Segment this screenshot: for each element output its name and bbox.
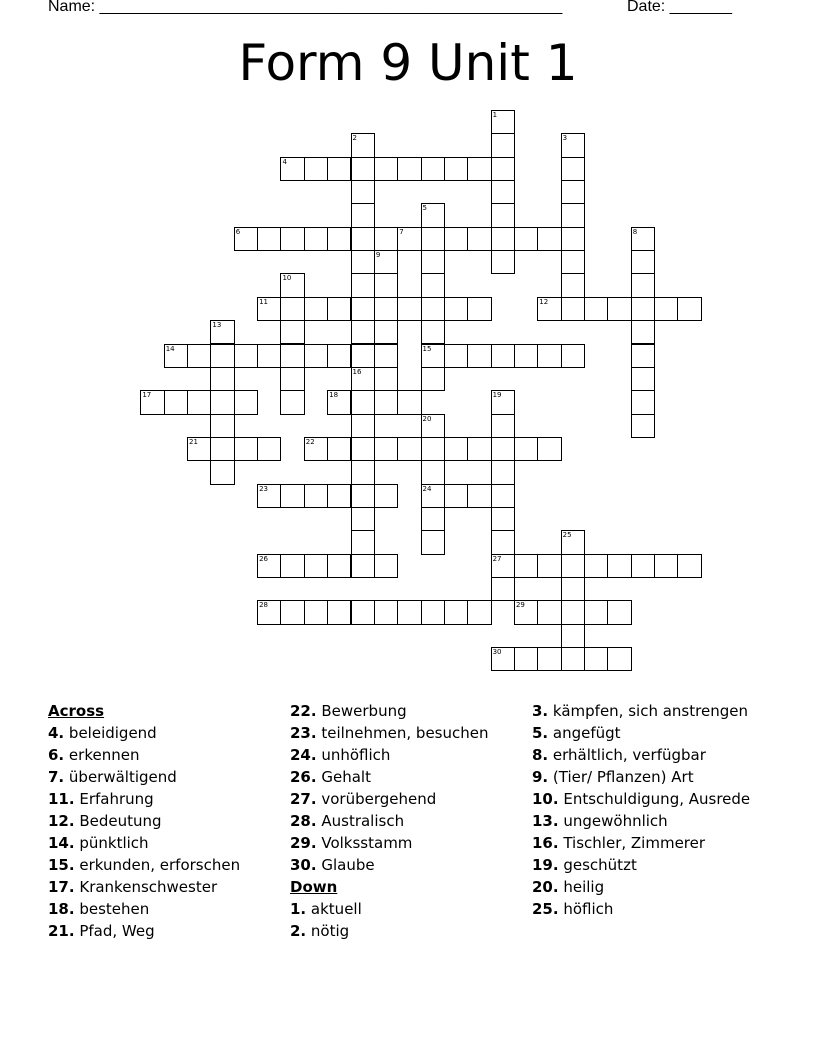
clue-number: 15 [422,344,432,353]
clue-item-number: 29. [290,834,317,852]
clue-column-1 [48,700,288,942]
grid-cell[interactable] [327,227,351,251]
grid-cell[interactable] [561,624,585,648]
grid-cell[interactable] [491,507,515,531]
grid-cell[interactable] [677,297,701,321]
clue-number: 6 [235,227,241,236]
grid-cell[interactable] [561,554,585,578]
grid-cell[interactable] [584,297,608,321]
grid-cell[interactable] [584,554,608,578]
grid-cell[interactable] [607,554,631,578]
grid-cell[interactable] [257,227,281,251]
grid-cell[interactable] [210,460,234,484]
grid-cell[interactable] [351,344,375,368]
grid-cell[interactable] [374,390,398,414]
clue-number: 9 [375,251,381,260]
grid-cell[interactable] [397,437,421,461]
grid-cell[interactable] [304,344,328,368]
clue-item-number: 25. [532,900,559,918]
clue-item [532,700,782,722]
clue-number: 8 [632,227,638,236]
grid-cell[interactable] [351,414,375,438]
clue-item [48,744,288,766]
clue-column-3 [532,700,782,920]
clue-item-text: bestehen [79,900,150,918]
grid-cell[interactable] [654,554,678,578]
grid-cell[interactable] [280,554,304,578]
clue-number: 13 [212,321,222,330]
grid-cell[interactable] [514,227,538,251]
grid-cell[interactable] [210,344,234,368]
clue-item-number: 12. [48,812,75,830]
clue-item-number: 24. [290,746,317,764]
clue-item [532,832,782,854]
grid-cell[interactable] [327,437,351,461]
grid-cell[interactable] [351,273,375,297]
clue-item-text: Erfahrung [79,790,154,808]
grid-cell[interactable] [304,227,328,251]
grid-cell[interactable] [537,600,561,624]
clue-item [290,700,530,722]
clue-item-number: 6. [48,746,65,764]
grid-cell[interactable] [631,390,655,414]
grid-cell[interactable] [374,484,398,508]
grid-cell[interactable] [351,390,375,414]
grid-cell[interactable] [374,600,398,624]
clue-item [290,766,530,788]
grid-cell[interactable] [467,437,491,461]
grid-cell[interactable] [421,437,445,461]
grid-cell[interactable] [374,157,398,181]
grid-cell[interactable] [280,600,304,624]
clue-item-number: 23. [290,724,317,742]
clue-item-text: beleidigend [68,724,157,742]
grid-cell[interactable] [561,227,585,251]
clue-number: 17 [142,391,152,400]
grid-cell[interactable] [397,390,421,414]
clue-section-heading: Down [290,878,338,896]
grid-cell[interactable] [397,297,421,321]
clue-item-number: 16. [532,834,559,852]
grid-cell[interactable] [561,273,585,297]
clue-item-text: erkennen [68,746,140,764]
clue-item [290,810,530,832]
clue-column-2 [290,700,530,942]
clue-item-text: (Tier/ Pflanzen) Art [552,768,694,786]
grid-cell[interactable] [444,227,468,251]
grid-cell[interactable] [351,437,375,461]
grid-cell[interactable] [561,180,585,204]
grid-cell[interactable] [561,647,585,671]
grid-cell[interactable] [491,484,515,508]
grid-cell[interactable] [491,157,515,181]
grid-cell[interactable] [561,344,585,368]
clue-number: 27 [492,554,502,563]
grid-cell[interactable] [351,484,375,508]
grid-cell[interactable] [351,250,375,274]
grid-cell[interactable] [421,460,445,484]
grid-cell[interactable] [280,367,304,391]
clue-item-text: Bedeutung [79,812,162,830]
clue-item-number: 4. [48,724,65,742]
grid-cell[interactable] [351,554,375,578]
grid-cell[interactable] [421,297,445,321]
grid-cell[interactable] [491,133,515,157]
clue-item-text: angefügt [552,724,621,742]
grid-cell[interactable] [327,297,351,321]
clue-item [532,788,782,810]
clue-item [48,876,288,898]
grid-cell[interactable] [491,460,515,484]
clue-number: 5 [422,204,428,213]
grid-cell[interactable] [631,554,655,578]
clue-item-text: aktuell [310,900,362,918]
grid-cell[interactable] [631,367,655,391]
clue-item [290,854,530,876]
grid-cell[interactable] [467,484,491,508]
grid-cell[interactable] [537,344,561,368]
clue-item-text: pünktlich [79,834,149,852]
clue-item [290,788,530,810]
grid-cell[interactable] [561,297,585,321]
clue-item [290,744,530,766]
grid-cell[interactable] [351,320,375,344]
grid-cell[interactable] [561,600,585,624]
clue-item [48,854,288,876]
clue-section-heading: Across [48,702,105,720]
clue-item [48,722,288,744]
grid-cell[interactable] [491,437,515,461]
clue-item-number: 3. [532,702,549,720]
grid-cell[interactable] [491,203,515,227]
clue-item-number: 30. [290,856,317,874]
grid-cell[interactable] [561,203,585,227]
grid-cell[interactable] [421,227,445,251]
grid-cell[interactable] [421,320,445,344]
grid-cell[interactable] [351,203,375,227]
grid-cell[interactable] [677,554,701,578]
clue-item [532,854,782,876]
clue-item [290,898,530,920]
grid-cell[interactable] [164,390,188,414]
clue-number: 21 [189,437,198,446]
grid-cell[interactable] [280,297,304,321]
clue-item [48,832,288,854]
grid-cell[interactable] [444,157,468,181]
clue-item [48,766,288,788]
grid-cell[interactable] [397,157,421,181]
grid-cell[interactable] [280,344,304,368]
grid-cell[interactable] [304,157,328,181]
grid-cell[interactable] [537,227,561,251]
grid-cell[interactable] [421,250,445,274]
grid-cell[interactable] [210,414,234,438]
clue-number: 23 [259,484,269,493]
grid-cell[interactable] [351,530,375,554]
clue-item [532,766,782,788]
grid-cell[interactable] [351,460,375,484]
page-title: Form 9 Unit 1 [238,34,578,92]
clue-item-text: vorübergehend [321,790,437,808]
clue-number: 1 [492,111,498,119]
clue-number: 26 [259,554,269,563]
grid-cell[interactable] [491,180,515,204]
clue-number: 16 [352,367,362,376]
clue-item-text: Bewerbung [321,702,407,720]
clue-number: 14 [165,344,175,353]
clue-item [48,788,288,810]
clue-item [532,876,782,898]
clue-number: 3 [562,134,568,143]
grid-cell[interactable] [491,344,515,368]
grid-cell[interactable] [187,390,211,414]
clue-item [532,810,782,832]
name-field-label: Name: ____________________________________________________ [48,0,563,15]
grid-cell[interactable] [631,250,655,274]
grid-cell[interactable] [234,437,258,461]
grid-cell[interactable] [514,344,538,368]
grid-cell[interactable] [514,554,538,578]
grid-cell[interactable] [374,554,398,578]
grid-cell[interactable] [210,367,234,391]
clue-item-text: überwältigend [68,768,177,786]
grid-cell[interactable] [444,600,468,624]
clue-item-number: 21. [48,922,75,940]
grid-cell[interactable] [537,647,561,671]
clue-item-text: Volksstamm [321,834,413,852]
clue-item-text: Glaube [321,856,375,874]
grid-cell[interactable] [561,157,585,181]
clue-item-text: geschützt [563,856,637,874]
grid-cell[interactable] [421,273,445,297]
clue-number: 12 [539,297,549,306]
grid-cell[interactable] [421,157,445,181]
grid-cell[interactable] [491,577,515,601]
clue-item-number: 8. [532,746,549,764]
grid-cell[interactable] [467,600,491,624]
clue-item-text: Entschuldigung, Ausrede [563,790,751,808]
grid-cell[interactable] [304,554,328,578]
clue-item-number: 1. [290,900,307,918]
grid-cell[interactable] [351,297,375,321]
clue-item-number: 18. [48,900,75,918]
grid-cell[interactable] [514,647,538,671]
clue-item-text: nötig [310,922,350,940]
grid-cell[interactable] [631,297,655,321]
clue-item-text: teilnehmen, besuchen [321,724,489,742]
grid-cell[interactable] [327,554,351,578]
grid-cell[interactable] [607,647,631,671]
grid-cell[interactable] [351,227,375,251]
clue-item [290,832,530,854]
clue-number: 19 [492,391,502,400]
clue-item-number: 20. [532,878,559,896]
grid-cell[interactable] [280,227,304,251]
grid-cell[interactable] [280,390,304,414]
grid-cell[interactable] [327,344,351,368]
grid-cell[interactable] [421,367,445,391]
clue-item [532,898,782,920]
clue-item-number: 10. [532,790,559,808]
grid-cell[interactable] [210,437,234,461]
grid-cell[interactable] [491,530,515,554]
grid-cell[interactable] [444,344,468,368]
grid-cell[interactable] [327,600,351,624]
clue-number: 7 [399,227,404,236]
grid-cell[interactable] [444,484,468,508]
grid-cell[interactable] [514,437,538,461]
grid-cell[interactable] [654,297,678,321]
grid-cell[interactable] [444,437,468,461]
clue-number: 4 [282,157,287,166]
clue-number: 29 [515,601,525,610]
clue-item [48,898,288,920]
clue-item [48,920,288,942]
clue-number: 22 [305,437,315,446]
clue-item-number: 22. [290,702,317,720]
clue-item-number: 7. [48,768,65,786]
grid-cell[interactable] [421,600,445,624]
clue-item [532,744,782,766]
grid-cell[interactable] [327,484,351,508]
clue-item-text: höflich [563,900,614,918]
clue-item-text: erkunden, erforschen [79,856,241,874]
grid-cell[interactable] [234,390,258,414]
grid-cell[interactable] [397,600,421,624]
clue-item [290,722,530,744]
clue-item-number: 15. [48,856,75,874]
grid-cell[interactable] [561,250,585,274]
clue-item-number: 13. [532,812,559,830]
grid-cell[interactable] [537,554,561,578]
grid-cell[interactable] [234,344,258,368]
grid-cell[interactable] [631,273,655,297]
clue-number: 18 [329,391,339,400]
grid-cell[interactable] [374,320,398,344]
grid-cell[interactable] [374,273,398,297]
grid-cell[interactable] [467,297,491,321]
clue-item-text: heilig [563,878,605,896]
grid-cell[interactable] [280,320,304,344]
grid-cell[interactable] [631,320,655,344]
grid-cell[interactable] [607,297,631,321]
grid-cell[interactable] [374,227,398,251]
grid-cell[interactable] [210,390,234,414]
grid-cell[interactable] [491,250,515,274]
grid-cell[interactable] [444,297,468,321]
clue-item [532,722,782,744]
clue-item-number: 14. [48,834,75,852]
clue-item-number: 2. [290,922,307,940]
clue-item-number: 5. [532,724,549,742]
clue-item [290,920,530,942]
grid-cell[interactable] [327,157,351,181]
clue-item-text: ungewöhnlich [563,812,668,830]
clue-item-number: 17. [48,878,75,896]
clue-item-text: Tischler, Zimmerer [563,834,706,852]
clue-number: 20 [422,414,432,423]
clue-item-text: Gehalt [321,768,371,786]
grid-cell[interactable] [491,414,515,438]
grid-cell[interactable] [374,367,398,391]
grid-cell[interactable] [280,484,304,508]
clue-item-text: Krankenschwester [79,878,218,896]
clue-number: 2 [352,134,357,143]
clue-number: 24 [422,484,432,493]
grid-cell[interactable] [467,157,491,181]
clue-item-text: erhältlich, verfügbar [552,746,706,764]
grid-cell[interactable] [304,600,328,624]
clue-item-number: 28. [290,812,317,830]
grid-cell[interactable] [351,507,375,531]
clue-item-text: kämpfen, sich anstrengen [552,702,748,720]
grid-cell[interactable] [607,600,631,624]
grid-cell[interactable] [421,530,445,554]
clue-item-number: 26. [290,768,317,786]
clue-item-text: Australisch [321,812,405,830]
grid-cell[interactable] [561,577,585,601]
clue-item-number: 11. [48,790,75,808]
grid-cell[interactable] [421,507,445,531]
clue-number: 30 [492,648,502,657]
grid-cell[interactable] [304,297,328,321]
grid-cell[interactable] [491,227,515,251]
grid-cell[interactable] [467,227,491,251]
clue-number: 11 [259,297,269,306]
grid-cell[interactable] [584,600,608,624]
grid-cell[interactable] [351,600,375,624]
clue-item-number: 19. [532,856,559,874]
grid-cell[interactable] [374,297,398,321]
grid-cell[interactable] [374,344,398,368]
grid-cell[interactable] [631,414,655,438]
grid-cell[interactable] [351,180,375,204]
grid-cell[interactable] [187,344,211,368]
grid-cell[interactable] [351,157,375,181]
grid-cell[interactable] [374,437,398,461]
clue-number: 25 [562,531,572,540]
grid-cell[interactable] [467,344,491,368]
grid-cell[interactable] [257,437,281,461]
grid-cell[interactable] [257,344,281,368]
clue-item-number: 9. [532,768,549,786]
clue-item [48,810,288,832]
grid-cell[interactable] [584,647,608,671]
grid-cell[interactable] [631,344,655,368]
clue-item-number: 27. [290,790,317,808]
grid-cell[interactable] [304,484,328,508]
clue-number: 10 [282,274,292,283]
clue-item-text: Pfad, Weg [79,922,155,940]
clue-number: 28 [259,601,269,610]
date-field-label: Date: _______ [627,0,732,15]
clue-item-text: unhöflich [321,746,391,764]
grid-cell[interactable] [537,437,561,461]
